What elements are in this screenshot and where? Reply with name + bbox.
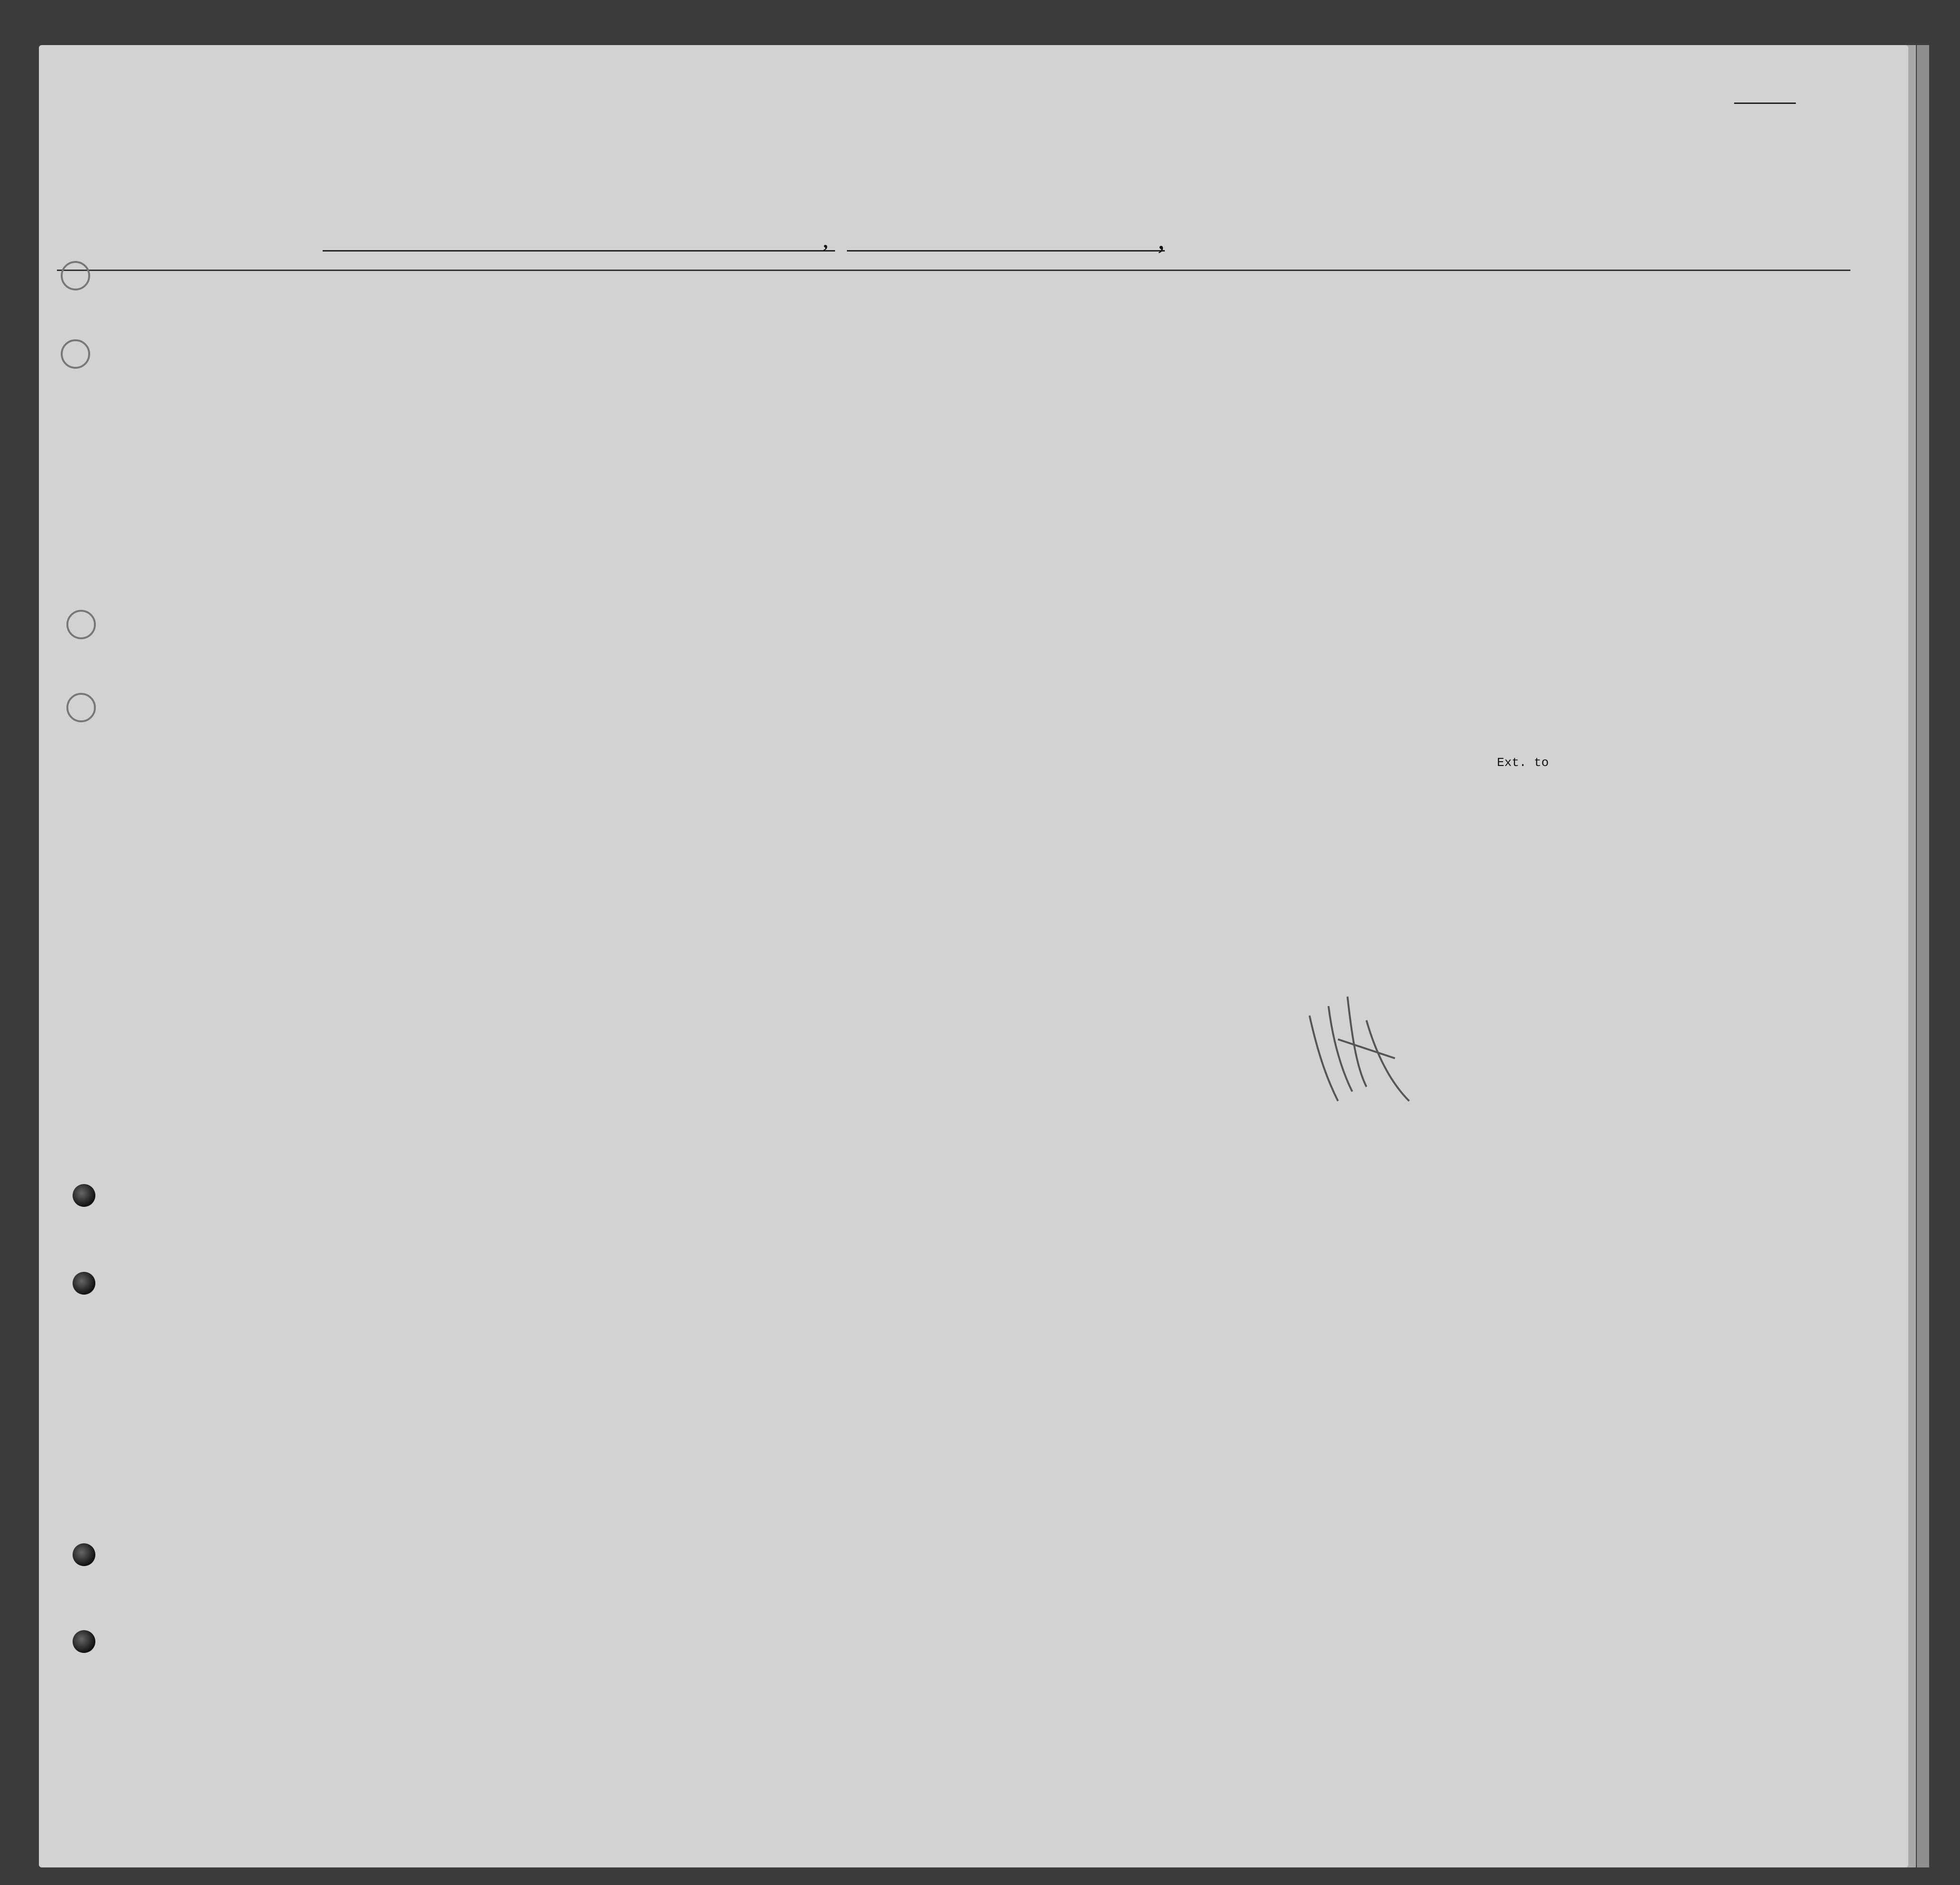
header-c30 — [1433, 316, 1457, 444]
header-purpose-c — [1200, 335, 1224, 444]
pencil-scribble — [1300, 987, 1423, 1110]
header-c31 — [1457, 316, 1476, 444]
header-possession-50 — [683, 316, 702, 444]
header-c29 — [1378, 316, 1431, 444]
header-c25 — [1241, 316, 1279, 444]
header-c26 — [1290, 316, 1309, 444]
annotation-r8-ext-label: Ext. to — [1497, 756, 1549, 770]
header-feet — [1599, 389, 1613, 441]
header-ticket — [560, 316, 579, 444]
header-inches — [1623, 389, 1637, 441]
header-purpose-a — [1134, 335, 1162, 444]
header-c27 — [1314, 316, 1333, 444]
header-purpose-b — [1167, 335, 1191, 444]
